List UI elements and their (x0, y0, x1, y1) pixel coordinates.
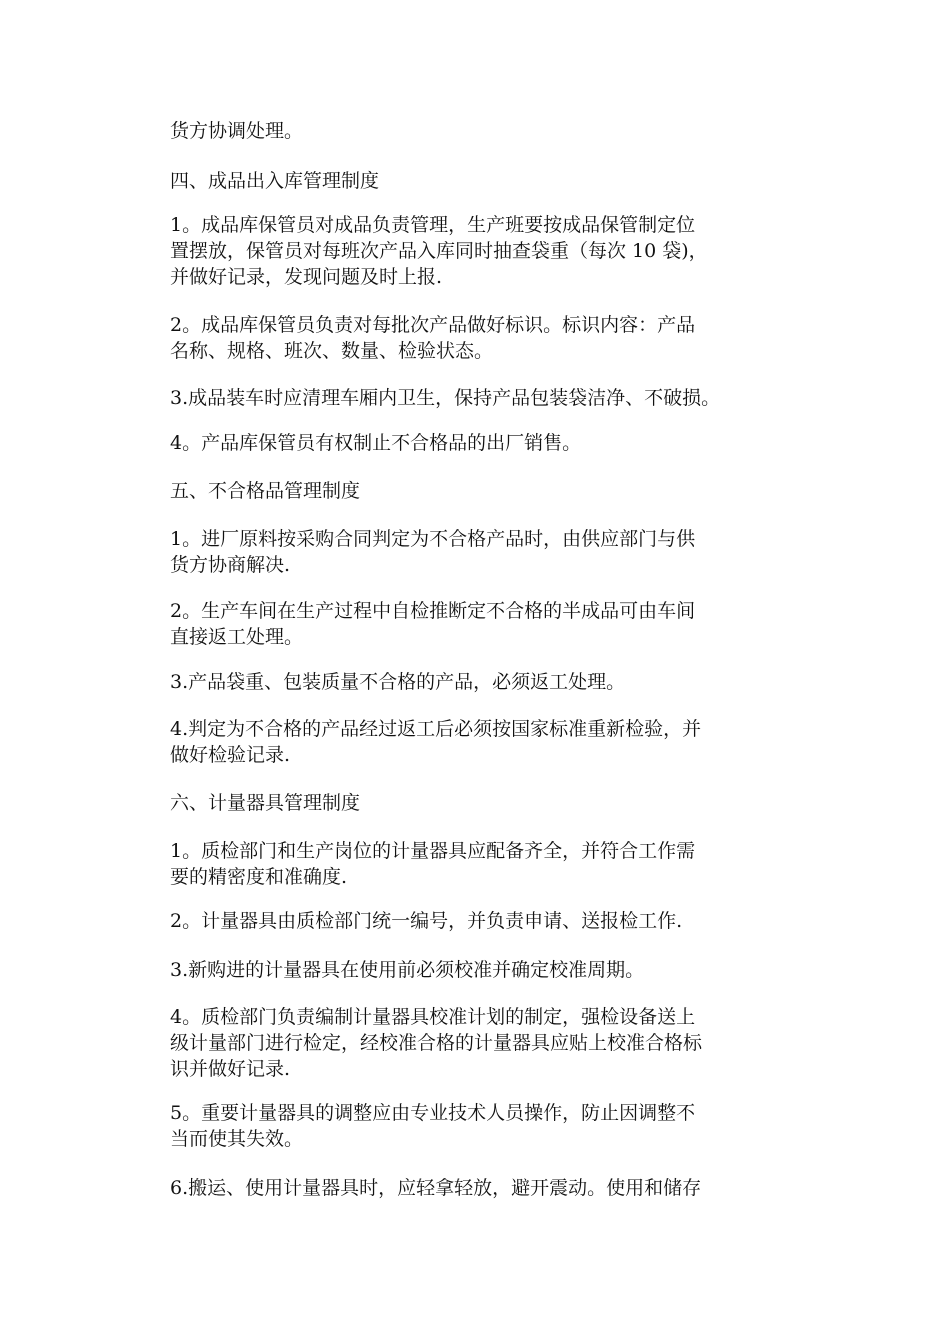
paragraph (170, 838, 695, 890)
text-line: 4。质检部门负责编制计量器具校准计划的制定，强检设备送上 (170, 1006, 696, 1028)
paragraph (170, 1004, 702, 1082)
text-line: 3.成品装车时应清理车厢内卫生，保持产品包装袋洁净、不破损。 (170, 387, 721, 409)
paragraph (170, 716, 701, 768)
paragraph (170, 385, 720, 411)
text-line: 五、不合格品管理制度 (170, 480, 361, 502)
paragraph (170, 908, 682, 934)
text-line: 当而使其失效。 (170, 1128, 304, 1150)
text-line: 并做好记录，发现问题及时上报. (170, 266, 443, 288)
paragraph (170, 669, 625, 695)
text-line: 名称、规格、班次、数量、检验状态。 (170, 340, 494, 362)
text-line: 3.产品袋重、包装质量不合格的产品，必须返工处理。 (170, 671, 626, 693)
text-line: 级计量部门进行检定，经校准合格的计量器具应贴上校准合格标 (170, 1032, 703, 1054)
text-line: 2。成品库保管员负责对每批次产品做好标识。标识内容：产品 (170, 314, 696, 336)
section-heading (170, 168, 379, 194)
text-line: 4.判定为不合格的产品经过返工后必须按国家标准重新检验，并 (170, 718, 702, 740)
paragraph (170, 430, 581, 456)
paragraph (170, 598, 695, 650)
text-line: 要的精密度和准确度. (170, 866, 348, 888)
section-heading (170, 790, 360, 816)
text-line: 货方协商解决. (170, 554, 291, 576)
text-line: 货方协调处理。 (170, 120, 304, 142)
text-line: 1。成品库保管员对成品负责管理，生产班要按成品保管制定位 (170, 214, 696, 236)
paragraph (170, 212, 708, 290)
text-line: 1。质检部门和生产岗位的计量器具应配备齐全，并符合工作需 (170, 840, 696, 862)
text-line: 3.新购进的计量器具在使用前必须校准并确定校准周期。 (170, 959, 645, 981)
text-line: 4。产品库保管员有权制止不合格品的出厂销售。 (170, 432, 582, 454)
paragraph (170, 312, 695, 364)
text-line: 置摆放，保管员对每班次产品入库同时抽查袋重（每次 10 袋)， (170, 240, 708, 262)
text-line: 2。生产车间在生产过程中自检推断定不合格的半成品可由车间 (170, 600, 696, 622)
paragraph (170, 1100, 695, 1152)
paragraph (170, 118, 303, 144)
text-line: 1。进厂原料按采购合同判定为不合格产品时，由供应部门与供 (170, 528, 696, 550)
text-line: 识并做好记录. (170, 1058, 291, 1080)
text-line: 5。重要计量器具的调整应由专业技术人员操作，防止因调整不 (170, 1102, 696, 1124)
text-line: 做好检验记录. (170, 744, 291, 766)
text-line: 直接返工处理。 (170, 626, 304, 648)
text-line: 2。计量器具由质检部门统一编号，并负责申请、送报检工作. (170, 910, 683, 932)
paragraph (170, 957, 644, 983)
paragraph (170, 526, 695, 578)
paragraph (170, 1175, 701, 1201)
text-line: 四、成品出入库管理制度 (170, 170, 380, 192)
section-heading (170, 478, 360, 504)
text-line: 6.搬运、使用计量器具时，应轻拿轻放，避开震动。使用和储存 (170, 1177, 702, 1199)
text-line: 六、计量器具管理制度 (170, 792, 361, 814)
